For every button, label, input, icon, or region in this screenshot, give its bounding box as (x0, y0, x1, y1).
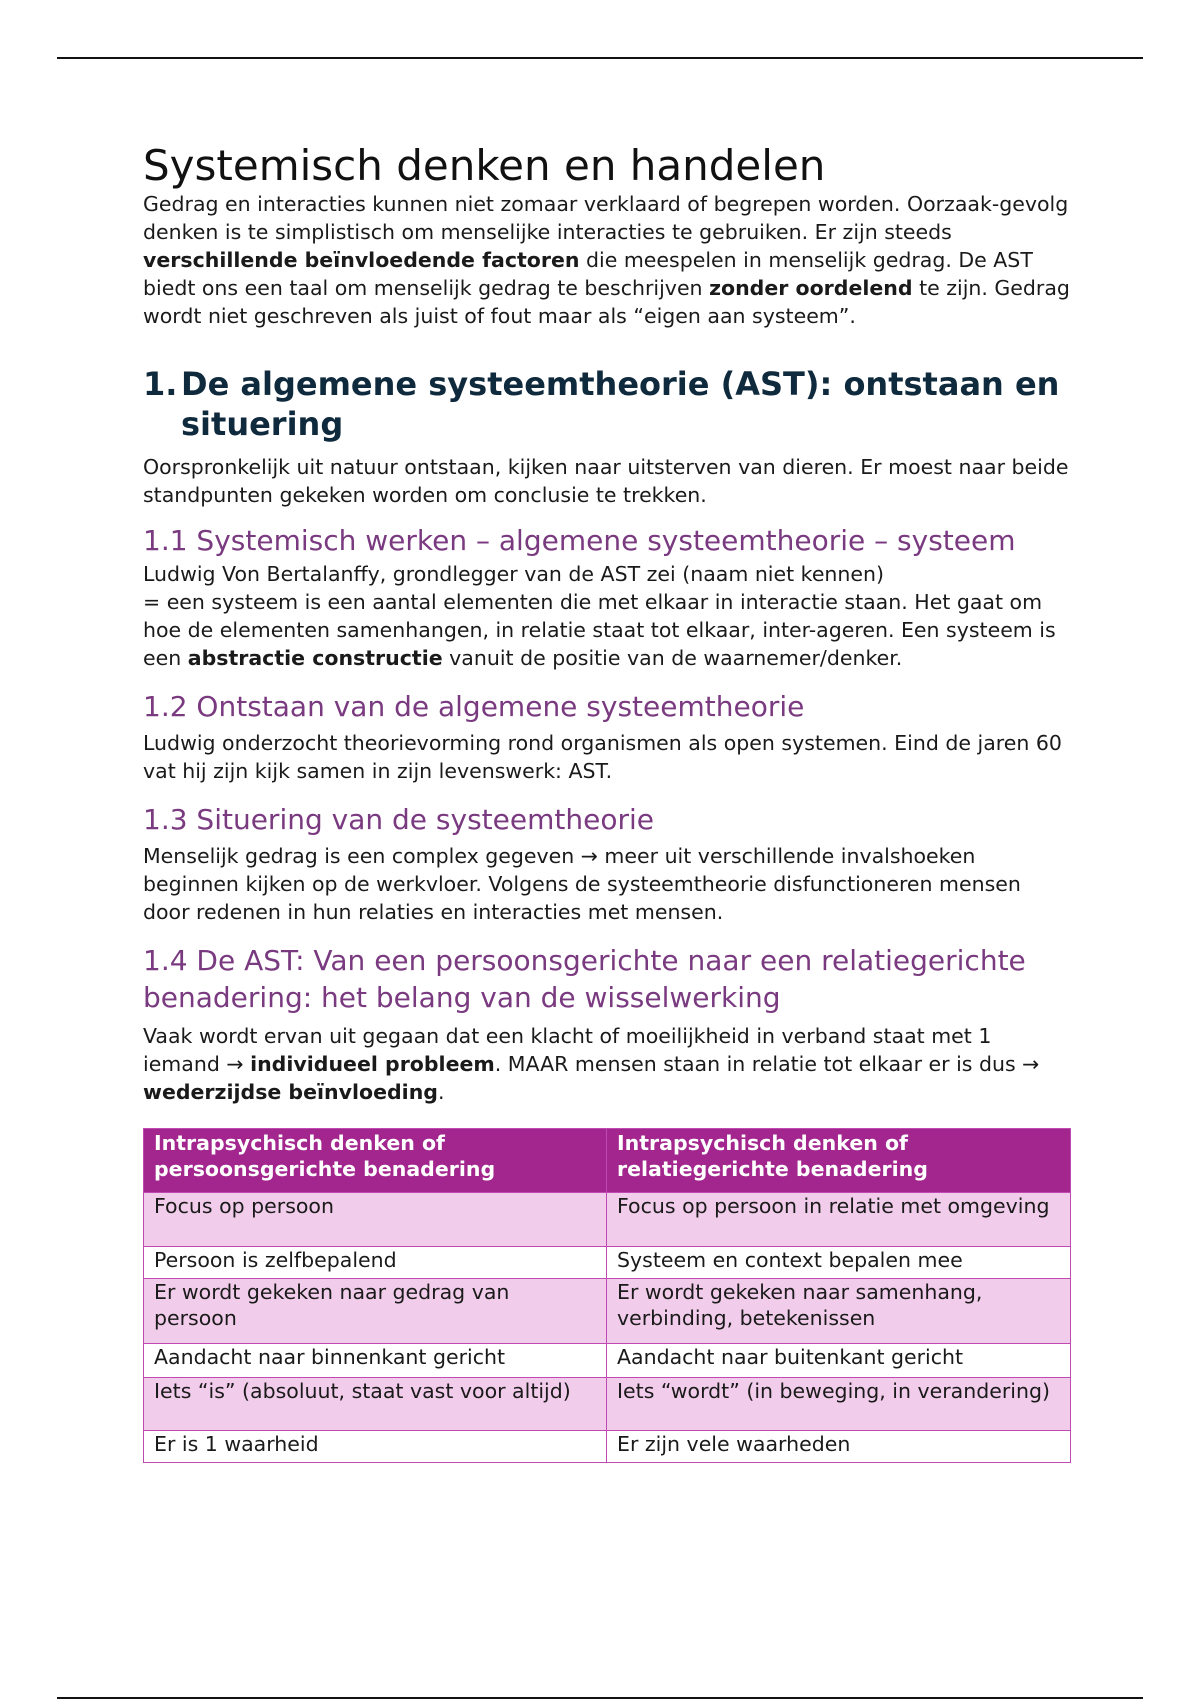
section-1-3-heading: 1.3 Situering van de systeemtheorie (143, 803, 654, 836)
table-row (144, 1344, 1071, 1378)
table-row (144, 1378, 1071, 1431)
section-1-heading: 1. De algemene systeemtheorie (AST): ontstaan en situering (143, 365, 1060, 443)
table-cell: Er wordt gekeken naar gedrag van persoon (144, 1279, 607, 1344)
table-cell: Persoon is zelfbepalend (144, 1247, 607, 1279)
top-rule (57, 57, 1143, 59)
section-1-3-paragraph: Menselijk gedrag is een complex gegeven → meer uit verschillende invalshoeken beginnen kijken op de werkvloer. Volgens de systeemtheorie disfunctioneren mensen door redenen in hun relaties en interacties met mensen. (143, 844, 1021, 924)
bottom-rule (57, 1697, 1143, 1699)
comparison-table (143, 1128, 1071, 1463)
table-header-row (144, 1129, 1071, 1193)
table-row (144, 1247, 1071, 1279)
document-body (143, 140, 1073, 1463)
section-1-paragraph: Oorspronkelijk uit natuur ontstaan, kijken naar uitsterven van dieren. Er moest naar beide standpunten gekeken worden om conclusie te trekken. (143, 455, 1069, 507)
table-cell: Focus op persoon (144, 1193, 607, 1247)
intro-paragraph: Gedrag en interacties kunnen niet zomaar verklaard of begrepen worden. Oorzaak-gevolg denken is te simplistisch om menselijke interacties te gebruiken. Er zijn steeds verschillende beïnvloedende factoren die meespelen in menselijk gedrag. De AST biedt ons een taal om menselijk gedrag te beschrijven zonder oordelend te zijn. Gedrag wordt niet geschreven als juist of fout maar als “eigen aan systeem”. (143, 192, 1070, 328)
section-1-4-paragraph: Vaak wordt ervan uit gegaan dat een klacht of moeilijkheid in verband staat met 1 iemand → individueel probleem. MAAR mensen staan in relatie tot elkaar er is dus → wederzijdse beïnvloeding. (143, 1024, 1040, 1104)
section-1-1-heading: 1.1 Systemisch werken – algemene systeemtheorie – systeem (143, 524, 1016, 557)
section-1-2-heading: 1.2 Ontstaan van de algemene systeemtheorie (143, 690, 805, 723)
section-1-1-line: Ludwig Von Bertalanffy, grondlegger van de AST zei (naam niet kennen) (143, 562, 885, 586)
table-row (144, 1431, 1071, 1463)
table-cell: Er wordt gekeken naar samenhang, verbinding, betekenissen (607, 1279, 1071, 1344)
table-cell: Aandacht naar buitenkant gericht (607, 1344, 1071, 1378)
table-cell: Focus op persoon in relatie met omgeving (607, 1193, 1071, 1247)
table-header-left: Intrapsychisch denken of persoonsgerichte benadering (144, 1129, 607, 1193)
section-1-1-paragraph: = een systeem is een aantal elementen die met elkaar in interactie staan. Het gaat om hoe de elementen samenhangen, in relatie staat tot elkaar, inter-ageren. Een systeem is een abstractie constructie vanuit de positie van de waarnemer/denker. (143, 590, 1056, 670)
table-cell: Aandacht naar binnenkant gericht (144, 1344, 607, 1378)
table-row (144, 1193, 1071, 1247)
section-1-2-paragraph: Ludwig onderzocht theorievorming rond organismen als open systemen. Eind de jaren 60 vat hij zijn kijk samen in zijn levenswerk: AST. (143, 731, 1062, 783)
section-1-4-heading: 1.4 De AST: Van een persoonsgerichte naar een relatiegerichte benadering: het belang van de wisselwerking (143, 944, 1026, 1014)
table-cell: Iets “wordt” (in beweging, in verandering) (607, 1378, 1071, 1431)
page-title: Systemisch denken en handelen (143, 141, 826, 190)
table-header-right: Intrapsychisch denken of relatiegerichte benadering (607, 1129, 1071, 1193)
table-cell: Systeem en context bepalen mee (607, 1247, 1071, 1279)
table-cell: Er is 1 waarheid (144, 1431, 607, 1463)
table-cell: Iets “is” (absoluut, staat vast voor altijd) (144, 1378, 607, 1431)
table-cell: Er zijn vele waarheden (607, 1431, 1071, 1463)
table-row (144, 1279, 1071, 1344)
